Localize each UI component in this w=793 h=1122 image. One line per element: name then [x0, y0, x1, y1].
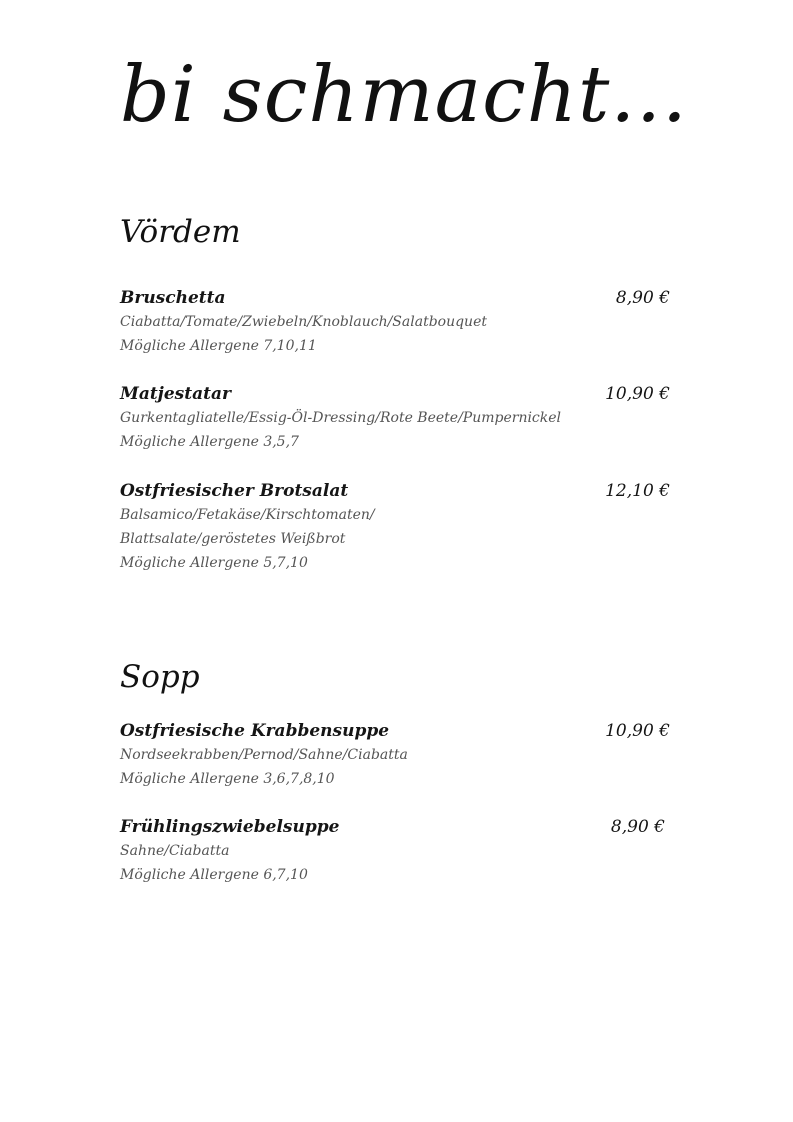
item-name: Matjestatar [120, 384, 231, 404]
item-price: 8,90 € [615, 288, 670, 308]
item-allergens: Mögliche Allergene 5,7,10 [120, 555, 308, 571]
item-allergens: Mögliche Allergene 6,7,10 [120, 867, 308, 883]
item-description: Sahne/Ciabatta [120, 843, 230, 859]
menu-item-ostfriesischer-brotsalat [120, 479, 670, 575]
section-title-sopp: Sopp [120, 659, 200, 695]
menu-item-ostfriesische-krabbensuppe [120, 719, 670, 791]
item-price: 8,90 € [610, 817, 665, 837]
item-name: Ostfriesischer Brotsalat [120, 481, 349, 501]
item-price: 10,90 € [605, 384, 670, 404]
item-name: Ostfriesische Krabbensuppe [120, 721, 390, 741]
page-title: bi schmacht... [120, 50, 688, 140]
item-price: 12,10 € [605, 481, 670, 501]
section-title-voerdem: Vördem [120, 214, 241, 250]
item-description: Blattsalate/geröstetes Weißbrot [120, 531, 346, 547]
menu-item-bruschetta [120, 286, 670, 358]
menu-item-fruehlingszwiebelsuppe [120, 815, 665, 887]
item-allergens: Mögliche Allergene 7,10,11 [120, 338, 317, 354]
menu-item-matjestatar [120, 382, 670, 454]
item-description: Balsamico/Fetakäse/Kirschtomaten/ [120, 507, 375, 523]
item-description: Ciabatta/Tomate/Zwiebeln/Knoblauch/Salatbouquet [120, 314, 487, 330]
item-price: 10,90 € [605, 721, 670, 741]
item-name: Frühlingszwiebelsuppe [120, 817, 340, 837]
item-allergens: Mögliche Allergene 3,6,7,8,10 [120, 771, 335, 787]
item-description: Gurkentagliatelle/Essig-Öl-Dressing/Rote Beete/Pumpernickel [120, 410, 562, 426]
item-allergens: Mögliche Allergene 3,5,7 [120, 434, 299, 450]
item-description: Nordseekrabben/Pernod/Sahne/Ciabatta [120, 747, 408, 763]
item-name: Bruschetta [120, 288, 226, 308]
